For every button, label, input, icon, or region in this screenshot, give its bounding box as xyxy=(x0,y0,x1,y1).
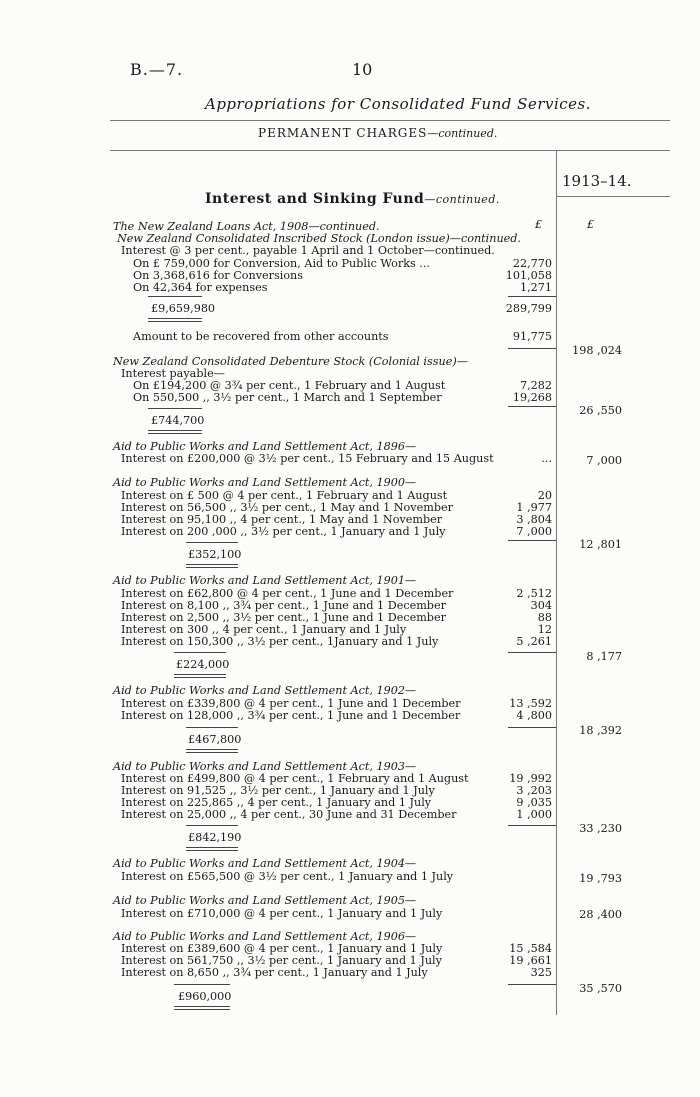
block-total: 28 ,400 xyxy=(579,908,622,921)
principal-total: £842,190 xyxy=(188,831,242,844)
table-row: Interest on 56,500 ,, 3½ per cent., 1 May and 1 November xyxy=(121,501,453,514)
table-row: On 550,500 ,, 3½ per cent., 1 March and 1 September xyxy=(133,391,442,404)
row-amount: 325 xyxy=(530,966,552,979)
table-row: Interest on 200 ,000 ,, 3½ per cent., 1 January and 1 July xyxy=(121,525,446,538)
row-amount: ... xyxy=(541,452,552,465)
table-row: Interest on 8,100 ,, 3¾ per cent., 1 June and 1 December xyxy=(121,599,446,612)
principal-rule xyxy=(174,652,226,653)
recover-text: Amount to be recovered from other accounts xyxy=(133,330,389,343)
act-title: The New Zealand Loans Act, 1908—continued. xyxy=(113,220,380,233)
table-row: Interest on £ 500 @ 4 per cent., 1 February and 1 August xyxy=(121,489,448,502)
principal-total: £224,000 xyxy=(176,658,230,671)
row-amount: 2 ,512 xyxy=(516,587,552,600)
table-row: On £194,200 @ 3¾ per cent., 1 February and 1 August xyxy=(133,379,446,392)
block-total: 18 ,392 xyxy=(579,724,622,737)
block-total: 35 ,570 xyxy=(579,982,622,995)
document-reference: B.—7. xyxy=(130,60,184,79)
block-total: 8 ,177 xyxy=(586,650,622,663)
act-title: Aid to Public Works and Land Settlement Act, 1905— xyxy=(113,894,417,907)
row-amount: 1 ,000 xyxy=(516,808,552,821)
row-amount: 13 ,592 xyxy=(509,697,552,710)
stock-title: New Zealand Consolidated Debenture Stock (Colonial issue)— xyxy=(113,355,468,368)
table-row: Interest on 95,100 ,, 4 per cent., 1 May and 1 November xyxy=(121,513,443,526)
table-row: On 42,364 for expenses xyxy=(133,281,268,294)
interest-line: Interest payable— xyxy=(121,367,225,380)
principal-double-rule xyxy=(148,318,202,322)
year-underline xyxy=(556,196,670,197)
principal-double-rule xyxy=(174,674,226,678)
principal-total: £744,700 xyxy=(151,414,205,427)
row-amount: 7 ,000 xyxy=(516,525,552,538)
table-row: Interest on £62,800 @ 4 per cent., 1 June and 1 December xyxy=(121,587,454,600)
table-row: Interest on £499,800 @ 4 per cent., 1 February and 1 August xyxy=(121,772,469,785)
act-title: Aid to Public Works and Land Settlement Act, 1902— xyxy=(113,684,417,697)
row-amount: 1,271 xyxy=(519,281,552,294)
subsection-title-cont: —continued. xyxy=(424,193,500,206)
section-heading-cont: —continued. xyxy=(427,127,498,140)
table-row: Interest on £389,600 @ 4 per cent., 1 January and 1 July xyxy=(121,942,443,955)
act-title: Aid to Public Works and Land Settlement Act, 1896— xyxy=(113,440,417,453)
table-row: Interest on 25,000 ,, 4 per cent., 30 June and 31 December xyxy=(121,808,457,821)
row-amount: 5 ,261 xyxy=(516,635,552,648)
table-row: Interest on £565,500 @ 3½ per cent., 1 January and 1 July xyxy=(121,870,454,883)
row-amount: 88 xyxy=(537,611,552,624)
principal-rule xyxy=(186,727,238,728)
currency-col2: £ xyxy=(587,218,594,231)
subtotal-amount: 289,799 xyxy=(505,302,552,315)
principal-double-rule xyxy=(186,749,238,753)
row-amount: 4 ,800 xyxy=(516,709,552,722)
header-rule xyxy=(110,120,670,121)
table-row: Interest on 8,650 ,, 3¾ per cent., 1 January and 1 July xyxy=(121,966,428,979)
row-amount: 22,770 xyxy=(512,257,552,270)
principal-double-rule xyxy=(186,847,238,851)
row-amount: 3 ,804 xyxy=(516,513,552,526)
table-row: Interest on 2,500 ,, 3½ per cent., 1 June and 1 December xyxy=(121,611,446,624)
principal-total: £960,000 xyxy=(178,990,232,1003)
act-title: Aid to Public Works and Land Settlement Act, 1900— xyxy=(113,476,417,489)
block-total: 198 ,024 xyxy=(572,344,622,357)
principal-total: £467,800 xyxy=(188,733,242,746)
header-rule-2 xyxy=(110,150,670,151)
block-total: 26 ,550 xyxy=(579,404,622,417)
table-row: On 3,368,616 for Conversions xyxy=(133,269,303,282)
row-amount: 19 ,661 xyxy=(509,954,552,967)
table-row: Interest on £200,000 @ 3½ per cent., 15 February and 15 August xyxy=(121,452,494,465)
act-title: Aid to Public Works and Land Settlement Act, 1904— xyxy=(113,857,417,870)
principal-rule xyxy=(186,542,238,543)
row-amount: 19 ,992 xyxy=(509,772,552,785)
principal-rule xyxy=(148,296,202,297)
principal-double-rule xyxy=(148,430,202,434)
table-row: Interest on 150,300 ,, 3½ per cent., 1January and 1 July xyxy=(121,635,439,648)
block-total: 12 ,801 xyxy=(579,538,622,551)
subsection-title-main: Interest and Sinking Fund xyxy=(205,191,425,207)
row-amount: 9 ,035 xyxy=(516,796,552,809)
principal-rule xyxy=(174,984,230,985)
interest-line: Interest @ 3 per cent., payable 1 April and 1 October—continued. xyxy=(121,244,495,257)
page-title: Appropriations for Consolidated Fund Services. xyxy=(205,95,592,113)
table-row: Interest on 91,525 ,, 3½ per cent., 1 January and 1 July xyxy=(121,784,435,797)
block-total: 19 ,793 xyxy=(579,872,622,885)
stock-title: New Zealand Consolidated Inscribed Stock (London issue)—continued. xyxy=(117,232,521,245)
table-row: Interest on 128,000 ,, 3¾ per cent., 1 June and 1 December xyxy=(121,709,461,722)
principal-double-rule xyxy=(174,1006,230,1010)
column-year: 1913–14. xyxy=(562,172,632,190)
row-amount: 19,268 xyxy=(512,391,552,404)
table-row: On £ 759,000 for Conversion, Aid to Public Works ... xyxy=(133,257,430,270)
table-row: Interest on 225,865 ,, 4 per cent., 1 January and 1 July xyxy=(121,796,432,809)
page-number: 10 xyxy=(352,60,373,79)
section-heading xyxy=(258,126,497,140)
act-title: Aid to Public Works and Land Settlement Act, 1901— xyxy=(113,574,417,587)
row-amount: 101,058 xyxy=(505,269,552,282)
currency-col1: £ xyxy=(535,218,542,231)
row-amount: 3 ,203 xyxy=(516,784,552,797)
row-amount: 7,282 xyxy=(519,379,552,392)
row-amount: 1 ,977 xyxy=(516,501,552,514)
table-row: Interest on 300 ,, 4 per cent., 1 January and 1 July xyxy=(121,623,407,636)
table-row: Interest on £710,000 @ 4 per cent., 1 January and 1 July xyxy=(121,907,443,920)
principal-total: £352,100 xyxy=(188,548,242,561)
act-title: Aid to Public Works and Land Settlement Act, 1903— xyxy=(113,760,417,773)
row-amount: 12 xyxy=(537,623,552,636)
section-heading-main: PERMANENT CHARGES xyxy=(258,126,428,140)
principal-total: £9,659,980 xyxy=(151,302,216,315)
table-row: Interest on £339,800 @ 4 per cent., 1 June and 1 December xyxy=(121,697,461,710)
block-total: 7 ,000 xyxy=(586,454,622,467)
block-total: 33 ,230 xyxy=(579,822,622,835)
column-divider xyxy=(556,150,557,1015)
recover-amount: 91,775 xyxy=(512,330,552,343)
subsection-title xyxy=(205,191,500,207)
principal-double-rule xyxy=(186,564,238,568)
principal-rule xyxy=(148,408,202,409)
row-amount: 304 xyxy=(530,599,552,612)
table-row: Interest on 561,750 ,, 3½ per cent., 1 January and 1 July xyxy=(121,954,442,967)
row-amount: 15 ,584 xyxy=(509,942,552,955)
act-title: Aid to Public Works and Land Settlement Act, 1906— xyxy=(113,930,417,943)
principal-rule xyxy=(186,825,238,826)
row-amount: 20 xyxy=(537,489,552,502)
subtotal-rule xyxy=(508,296,556,297)
